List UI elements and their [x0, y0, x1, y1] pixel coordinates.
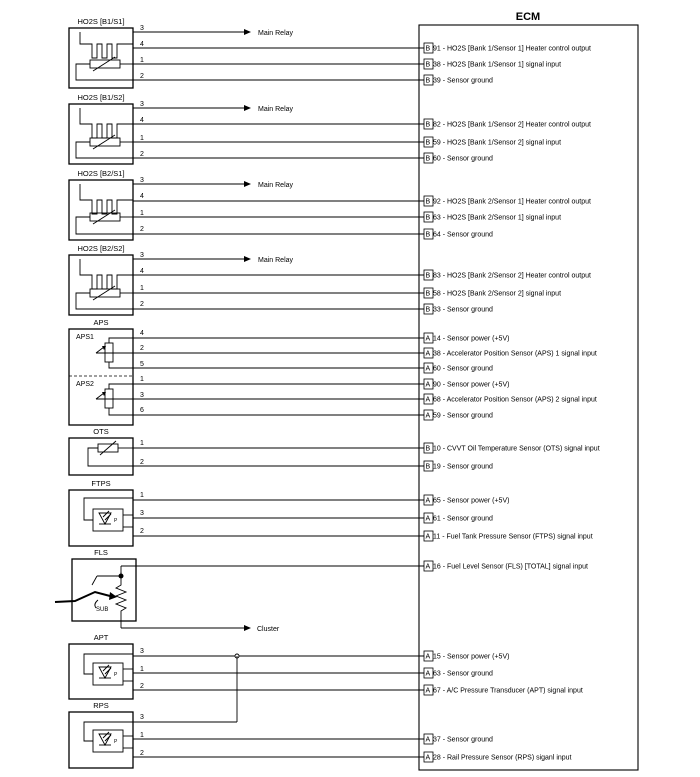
- pin-number: 1: [140, 492, 144, 499]
- svg-text:P: P: [114, 518, 118, 524]
- ho2s-b1s2-group: [69, 93, 425, 164]
- ho2s-b2s1-group: [69, 169, 425, 240]
- terminal-code: B: [425, 121, 431, 129]
- terminal-desc: 63 - HO2S [Bank 2/Sensor 1] signal input: [433, 214, 562, 222]
- pin-number: 6: [140, 407, 144, 414]
- pin-number: 2: [140, 151, 144, 158]
- sensor-title: APT: [93, 633, 109, 642]
- terminal-desc: 65 - Sensor power (+5V): [433, 497, 510, 505]
- pin-number: 3: [140, 714, 144, 721]
- terminal-desc: 83 - HO2S [Bank 2/Sensor 2] Heater control output: [433, 272, 591, 280]
- pin-number: 3: [140, 252, 144, 259]
- sensor-box: [69, 180, 133, 240]
- sensor-title: HO2S [B1/S2]: [77, 93, 125, 102]
- terminal-desc: 15 - Sensor power (+5V): [433, 653, 510, 661]
- pin-number: 1: [140, 376, 144, 383]
- pin-number: 3: [140, 648, 144, 655]
- terminal-code: A: [425, 365, 431, 373]
- terminal-desc: 67 - A/C Pressure Transducer (APT) signal input: [433, 687, 583, 695]
- sensor-title: APS: [93, 318, 109, 327]
- sensor-title: HO2S [B1/S1]: [77, 17, 125, 26]
- terminal-code: A: [425, 335, 431, 343]
- arrow-icon: [244, 29, 251, 35]
- terminal-code: A: [425, 754, 431, 762]
- terminal-desc: 59 - Sensor ground: [433, 412, 493, 420]
- sensor-box: [69, 28, 133, 88]
- pin-number: 1: [140, 285, 144, 292]
- terminal-desc: 38 - HO2S [Bank 1/Sensor 1] signal input: [433, 61, 562, 69]
- sensor-title: FLS: [94, 548, 108, 557]
- pin-number: 3: [140, 510, 144, 517]
- arrow-icon: [244, 625, 251, 631]
- relay-label: Main Relay: [258, 257, 294, 264]
- svg-text:P: P: [114, 672, 118, 678]
- pin-number: 4: [140, 41, 144, 48]
- terminal-desc: 33 - Sensor ground: [433, 306, 493, 314]
- sensor-title: RPS: [93, 701, 109, 710]
- sensor-title: HO2S [B2/S2]: [77, 244, 125, 253]
- pin-number: 2: [140, 683, 144, 690]
- terminal-desc: 14 - Sensor power (+5V): [433, 335, 510, 343]
- terminal-code: A: [425, 736, 431, 744]
- pin-number: 4: [140, 193, 144, 200]
- terminal-desc: 10 - CVVT Oil Temperature Sensor (OTS) signal input: [433, 445, 600, 453]
- ftps-group: [69, 479, 425, 546]
- terminal-code: A: [425, 670, 431, 678]
- rps-group: [69, 701, 425, 768]
- terminal-desc: 61 - Sensor ground: [433, 515, 493, 523]
- terminal-desc: 38 - Accelerator Position Sensor (APS) 1 signal input: [433, 350, 597, 358]
- terminal-desc: 28 - Rail Pressure Sensor (RPS) siganl input: [433, 754, 572, 762]
- arrow-icon: [244, 105, 251, 111]
- pin-number: 2: [140, 750, 144, 757]
- ho2s-b2s2-group: [69, 244, 425, 315]
- pin-number: 3: [140, 392, 144, 399]
- aps2-label: APS2: [76, 381, 94, 388]
- sensor-box: [69, 329, 133, 425]
- cluster-label: Cluster: [257, 626, 280, 633]
- terminal-code: A: [425, 497, 431, 505]
- pin-number: 2: [140, 73, 144, 80]
- sensor-title: OTS: [93, 427, 109, 436]
- relay-label: Main Relay: [258, 30, 294, 37]
- pin-number: 1: [140, 732, 144, 739]
- terminal-code: B: [425, 139, 431, 147]
- arrow-icon: [244, 256, 251, 262]
- terminal-code: A: [425, 515, 431, 523]
- terminal-code: B: [425, 306, 431, 314]
- pin-number: 3: [140, 101, 144, 108]
- terminal-desc: 11 - Fuel Tank Pressure Sensor (FTPS) signal input: [433, 533, 593, 541]
- terminal-code: A: [425, 396, 431, 404]
- pin-number: 1: [140, 440, 144, 447]
- terminal-code: B: [425, 231, 431, 239]
- terminal-code: B: [425, 61, 431, 69]
- terminal-desc: 68 - Accelerator Position Sensor (APS) 2 signal input: [433, 396, 597, 404]
- pin-number: 1: [140, 210, 144, 217]
- relay-label: Main Relay: [258, 106, 294, 113]
- aps-group: [69, 318, 425, 425]
- terminal-desc: 60 - Sensor ground: [433, 365, 493, 373]
- ecm-title: ECM: [515, 11, 541, 23]
- sensor-box: [69, 438, 133, 475]
- terminal-code: B: [425, 214, 431, 222]
- fls-group: [55, 548, 425, 633]
- pin-number: 3: [140, 25, 144, 32]
- svg-text:P: P: [114, 739, 118, 745]
- terminal-desc: 16 - Fuel Level Sensor (FLS) [TOTAL] signal input: [433, 563, 588, 571]
- terminal-code: B: [425, 45, 431, 53]
- sensor-box: [69, 104, 133, 164]
- terminal-code: A: [425, 381, 431, 389]
- terminal-desc: 37 - Sensor ground: [433, 736, 493, 744]
- terminal-code: A: [425, 412, 431, 420]
- ho2s-b1s1-group: [69, 17, 425, 88]
- pin-number: 4: [140, 268, 144, 275]
- relay-label: Main Relay: [258, 182, 294, 189]
- terminal-desc: 39 - Sensor ground: [433, 77, 493, 85]
- terminal-code: A: [425, 563, 431, 571]
- terminal-code: A: [425, 687, 431, 695]
- sensor-box: [69, 255, 133, 315]
- ots-group: [69, 427, 425, 475]
- sensor-title: FTPS: [91, 479, 111, 488]
- pin-number: 2: [140, 345, 144, 352]
- terminal-code: B: [425, 445, 431, 453]
- pin-number: 4: [140, 117, 144, 124]
- pin-number: 1: [140, 135, 144, 142]
- terminal-code: A: [425, 350, 431, 358]
- sensor-title: HO2S [B2/S1]: [77, 169, 125, 178]
- terminal-desc: 59 - HO2S [Bank 1/Sensor 2] signal input: [433, 139, 562, 147]
- pin-number: 2: [140, 528, 144, 535]
- pin-number: 3: [140, 177, 144, 184]
- terminal-desc: 90 - Sensor power (+5V): [433, 381, 510, 389]
- terminal-code: A: [425, 653, 431, 661]
- sub-label: SUB: [96, 607, 109, 613]
- pin-number: 2: [140, 226, 144, 233]
- terminal-code: B: [425, 77, 431, 85]
- pin-number: 5: [140, 361, 144, 368]
- arrow-icon: [244, 181, 251, 187]
- pin-number: 2: [140, 459, 144, 466]
- terminal-code: A: [425, 533, 431, 541]
- pin-number: 1: [140, 57, 144, 64]
- terminal-code: B: [425, 463, 431, 471]
- terminal-code: B: [425, 290, 431, 298]
- terminal-desc: 60 - Sensor ground: [433, 155, 493, 163]
- pin-number: 1: [140, 666, 144, 673]
- terminal-code: B: [425, 272, 431, 280]
- apt-group: [69, 633, 425, 722]
- terminal-desc: 19 - Sensor ground: [433, 463, 493, 471]
- pin-number: 4: [140, 330, 144, 337]
- terminal-desc: 58 - HO2S [Bank 2/Sensor 2] signal input: [433, 290, 562, 298]
- pin-number: 2: [140, 301, 144, 308]
- terminal-code: B: [425, 198, 431, 206]
- terminal-desc: 91 - HO2S [Bank 1/Sensor 1] Heater control output: [433, 45, 591, 53]
- terminal-desc: 63 - Sensor ground: [433, 670, 493, 678]
- terminal-desc: 82 - HO2S [Bank 1/Sensor 2] Heater control output: [433, 121, 591, 129]
- terminal-code: B: [425, 155, 431, 163]
- terminal-desc: 64 - Sensor ground: [433, 231, 493, 239]
- aps1-label: APS1: [76, 334, 94, 341]
- terminal-desc: 92 - HO2S [Bank 2/Sensor 1] Heater control output: [433, 198, 591, 206]
